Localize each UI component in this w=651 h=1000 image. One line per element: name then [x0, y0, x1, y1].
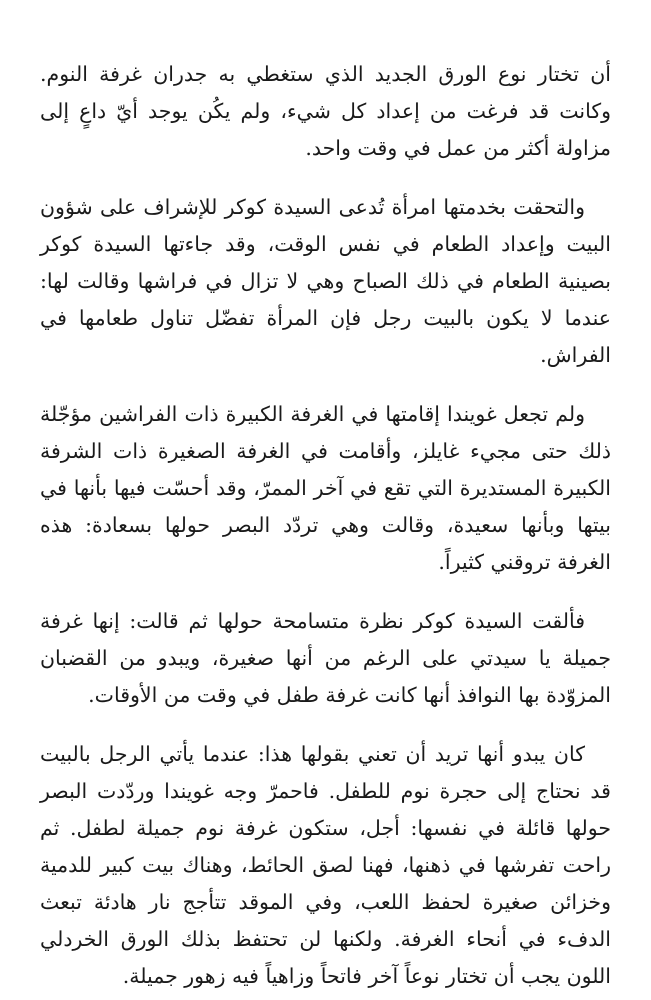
paragraph-1: أن تختار نوع الورق الجديد الذي ستغطي به جدران غرفة النوم. وكانت قد فرغت من إعداد كل شيء، ولم يكُن يوجد أيّ داعٍ إلى مزاولة أكثر من عمل في وقت واحد. — [40, 62, 611, 160]
paragraph-4: فألقت السيدة كوكر نظرة متسامحة حولها ثم قالت: إنها غرفة جميلة يا سيدتي على الرغم من أنها صغيرة، ويبدو من القضبان المزوّدة بها النوافذ أنها كانت غرفة طفل في وقت من الأوقات. — [40, 609, 611, 707]
paragraph-3: ولم تجعل غويندا إقامتها في الغرفة الكبيرة ذات الفراشين مؤجّلة ذلك حتى مجيء غايلز، وأقامت في الغرفة الصغيرة ذات الشرفة الكبيرة المستديرة التي تقع في آخر الممرّ، وقد أحسّت فيها بأنها في بيتها وبأنها سعيدة، وقالت وهي تردّد البصر حولها بسعادة: هذه الغرفة تروقني كثيراً. — [40, 402, 611, 574]
paragraph-5: كان يبدو أنها تريد أن تعني بقولها هذا: عندما يأتي الرجل بالبيت قد نحتاج إلى حجرة نوم للطفل. فاحمرّ وجه غويندا وردّدت البصر حولها قائلة في نفسها: أجل، ستكون غرفة نوم جميلة لطفل. ثم راحت تفرشها في ذهنها، فهنا لصق الحائط، وهناك بيت كبير للدمية وخزائن صغيرة لحفظ اللعب، وفي الموقد تتأجج نار هادئة تبعث الدفء في أنحاء الغرفة. ولكنها لن تحتفظ بذلك الورق الخردلي اللون يجب أن تختار نوعاً آخر فاتحاً وزاهياً فيه زهور جميلة. — [40, 742, 611, 988]
paragraph-2: والتحقت بخدمتها امرأة تُدعى السيدة كوكر للإشراف على شؤون البيت وإعداد الطعام في نفس الوقت، وقد جاءتها السيدة كوكر بصينية الطعام في ذلك الصباح وهي لا تزال في فراشها وقالت لها: عندما لا يكون بالبيت رجل فإن المرأة تفضّل تناول طعامها في الفراش. — [40, 195, 611, 367]
